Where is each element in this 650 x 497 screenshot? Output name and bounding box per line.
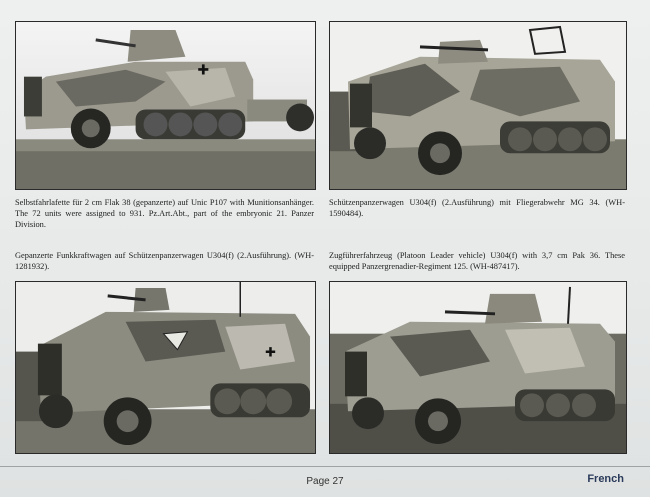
page-number: Page 27 xyxy=(306,476,344,487)
photo-bottom-left xyxy=(15,281,316,454)
caption-top-left: Selbstfahrlafette für 2 cm Flak 38 (gepanzerte) auf Unic P107 with Munitionsanhänger. The 72 units were assigned to 931. Pz.Art.Abt., part of the embryonic 21. Panzer Division. xyxy=(15,198,314,230)
svg-text:✚: ✚ xyxy=(265,345,277,361)
photo-bottom-right xyxy=(329,281,627,454)
publisher-brand: French xyxy=(587,473,624,485)
photo-top-right xyxy=(329,21,627,190)
caption-bottom-right: Zugführerfahrzeug (Platoon Leader vehicle) U304(f) with 3,7 cm Pak 36. These equipped Panzergrenadier-Regiment 125. (WH-487417). xyxy=(329,251,625,272)
photo-top-left xyxy=(15,21,316,190)
footer-divider xyxy=(0,466,650,467)
caption-bottom-left: Gepanzerte Funkkraftwagen auf Schützenpanzerwagen U304(f) (2.Ausführung). (WH-1281932). xyxy=(15,251,314,272)
svg-text:✚: ✚ xyxy=(197,62,210,79)
caption-top-right: Schützenpanzerwagen U304(f) (2.Ausführung) mit Fliegerabwehr MG 34. (WH-1590484). xyxy=(329,198,625,219)
